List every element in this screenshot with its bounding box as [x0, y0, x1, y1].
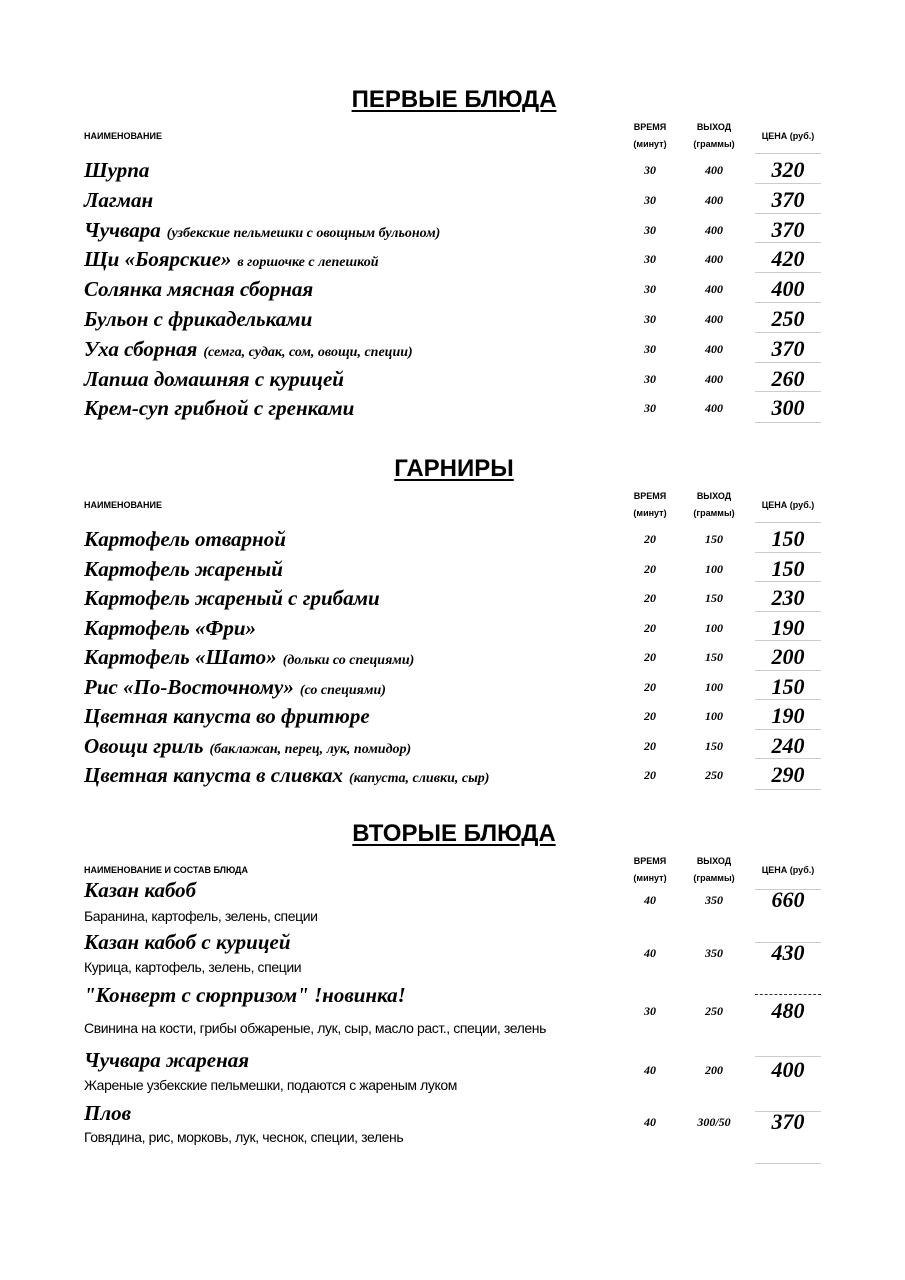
item-time: 20 — [644, 768, 656, 782]
item-price: 660 — [771, 887, 805, 912]
item-name: "Конверт с сюрпризом" !новинка! — [84, 983, 406, 1007]
item-time: 30 — [644, 371, 656, 386]
menu-item — [84, 643, 824, 673]
price-divider — [755, 889, 821, 890]
item-name-text: Картофель жареный с грибами — [84, 586, 380, 610]
item-name-text: Овощи гриль — [84, 733, 204, 758]
item-time: 30 — [644, 252, 656, 267]
header-time-line1: ВРЕМЯ — [633, 122, 667, 132]
item-yield: 400 — [705, 252, 723, 267]
menu-item — [84, 245, 824, 275]
section-title — [84, 86, 824, 114]
menu-item — [84, 761, 824, 791]
menu-item — [84, 216, 824, 246]
item-time: 20 — [644, 532, 656, 546]
price-divider — [755, 994, 821, 995]
menu-item — [84, 614, 824, 644]
item-time: 30 — [644, 192, 656, 207]
item-price: 250 — [771, 306, 805, 331]
item-note: (узбекские пельмешки с овощным бульоном) — [166, 225, 441, 241]
header-time — [630, 853, 670, 887]
menu-item — [84, 555, 824, 585]
header-yield-line2: (граммы) — [693, 508, 735, 518]
item-note: (семга, судак, сом, овощи, специи) — [203, 344, 413, 360]
item-yield: 400 — [705, 371, 723, 386]
price-divider — [755, 1111, 821, 1112]
item-name — [84, 186, 153, 214]
item-price: 430 — [771, 940, 805, 965]
item-time: 20 — [644, 650, 656, 664]
item-time: 30 — [644, 341, 656, 356]
item-name — [84, 305, 312, 333]
header-time-line2: (минут) — [633, 508, 667, 518]
item-time: 20 — [644, 620, 656, 635]
item-time: 40 — [644, 946, 656, 960]
item-price: 150 — [771, 673, 805, 699]
item-time: 40 — [644, 1115, 656, 1129]
item-time: 30 — [644, 401, 656, 416]
price-divider — [755, 362, 821, 363]
price-divider — [755, 640, 821, 641]
price-divider — [755, 332, 821, 333]
item-description: Жареные узбекские пельмешки, подаются с жареным луком — [84, 1077, 457, 1093]
item-time: 20 — [644, 738, 656, 753]
item-name-text: Уха сборная — [84, 336, 198, 361]
price-divider — [755, 153, 821, 154]
item-name-text: Солянка мясная сборная — [84, 277, 314, 302]
menu-item — [84, 335, 824, 365]
item-name-text: Крем-суп грибной с гренками — [84, 396, 355, 421]
item-yield: 400 — [705, 282, 723, 297]
header-time-line1: ВРЕМЯ — [633, 856, 667, 866]
menu-item — [84, 702, 824, 732]
item-time: 30 — [644, 163, 656, 177]
item-name — [84, 702, 370, 730]
item-yield: 400 — [705, 192, 723, 207]
item-yield: 100 — [705, 620, 723, 635]
price-divider — [755, 1056, 821, 1057]
section-title-text: ВТОРЫЕ БЛЮДА — [352, 820, 556, 847]
price-divider — [755, 699, 821, 700]
price-divider — [755, 611, 821, 612]
item-price: 370 — [771, 216, 805, 242]
item-yield: 400 — [705, 163, 723, 177]
item-price: 230 — [771, 585, 805, 610]
header-price: ЦЕНА (руб.) — [761, 131, 815, 141]
header-time — [630, 119, 670, 153]
item-yield: 400 — [705, 341, 723, 356]
price-divider — [755, 213, 821, 214]
item-name-text: Шурпа — [84, 158, 150, 182]
item-yield: 400 — [705, 222, 723, 237]
item-price: 320 — [771, 157, 805, 182]
item-description: Курица, картофель, зелень, специи — [84, 959, 302, 975]
item-time: 30 — [644, 1004, 656, 1018]
menu-item — [84, 156, 824, 186]
header-yield — [684, 119, 744, 153]
item-price: 150 — [771, 555, 805, 581]
menu-item — [84, 365, 824, 395]
item-name — [84, 525, 286, 553]
item-name-text: Картофель жареный — [84, 556, 283, 581]
section-title — [84, 455, 824, 483]
item-name-text: Лагман — [84, 187, 154, 212]
item-price: 420 — [771, 246, 805, 272]
header-name: НАИМЕНОВАНИЕ — [84, 500, 162, 510]
item-price: 150 — [771, 526, 805, 551]
item-time: 20 — [644, 591, 656, 605]
price-divider — [755, 729, 821, 730]
header-time — [630, 488, 670, 522]
price-divider — [755, 422, 821, 423]
item-name: Чучвара жареная — [84, 1048, 250, 1072]
item-yield: 200 — [705, 1063, 723, 1077]
item-time: 20 — [644, 561, 656, 576]
item-price: 400 — [771, 276, 805, 302]
menu-section — [84, 820, 824, 1180]
item-price: 190 — [771, 703, 805, 728]
item-yield: 100 — [705, 561, 723, 576]
header-yield-line1: ВЫХОД — [696, 856, 732, 866]
item-price: 260 — [771, 365, 805, 391]
header-time-line2: (минут) — [633, 139, 667, 149]
item-time: 30 — [644, 282, 656, 297]
header-yield-line1: ВЫХОД — [696, 491, 732, 501]
item-name: Казан кабоб — [84, 878, 197, 902]
item-name — [84, 614, 256, 642]
item-name: Казан кабоб с курицей — [84, 930, 291, 954]
item-name — [84, 555, 283, 583]
item-name-text: Картофель «Фри» — [84, 615, 257, 640]
section-title — [84, 820, 824, 848]
price-divider — [755, 1163, 821, 1164]
item-name-text: Рис «По-Восточному» — [84, 674, 294, 699]
item-price: 400 — [771, 1057, 805, 1082]
price-divider — [755, 670, 821, 671]
item-price: 300 — [771, 395, 805, 421]
item-price: 190 — [771, 614, 805, 640]
header-name: НАИМЕНОВАНИЕ И СОСТАВ БЛЮДА — [84, 865, 248, 875]
item-time: 30 — [644, 222, 656, 237]
header-price: ЦЕНА (руб.) — [761, 500, 815, 510]
item-name-text: Цветная капуста во фритюре — [84, 704, 370, 728]
item-price: 240 — [771, 732, 805, 758]
item-note: (со специями) — [299, 682, 386, 698]
item-name-text: Чучвара — [84, 217, 161, 242]
price-divider — [755, 552, 821, 553]
item-description: Баранина, картофель, зелень, специи — [84, 908, 318, 924]
item-price: 370 — [771, 1109, 805, 1134]
item-note: (дольки со специями) — [282, 653, 415, 668]
item-time: 40 — [644, 1063, 656, 1077]
item-price: 290 — [771, 762, 805, 787]
item-name — [84, 335, 413, 367]
price-divider — [755, 942, 821, 943]
item-name-text: Лапша домашняя с курицей — [84, 366, 344, 391]
item-name — [84, 643, 414, 675]
item-name: Плов — [84, 1101, 131, 1125]
price-divider — [755, 758, 821, 759]
item-name — [84, 394, 354, 422]
menu-item — [84, 584, 824, 614]
menu-item — [84, 186, 824, 216]
header-price: ЦЕНА (руб.) — [761, 865, 815, 875]
menu-item — [84, 525, 824, 555]
menu-section — [84, 455, 824, 815]
price-divider — [755, 789, 821, 790]
price-divider — [755, 272, 821, 273]
item-name — [84, 156, 149, 184]
item-description: Говядина, рис, морковь, лук, чеснок, специи, зелень — [84, 1129, 404, 1145]
item-name — [84, 216, 440, 248]
item-price: 200 — [771, 644, 805, 669]
header-time-line2: (минут) — [633, 873, 667, 883]
section-title-text: ГАРНИРЫ — [394, 455, 514, 482]
item-name — [84, 673, 386, 705]
menu-item — [84, 394, 824, 424]
item-name — [84, 365, 344, 393]
item-yield: 400 — [705, 312, 723, 326]
item-yield: 150 — [705, 650, 723, 664]
price-divider — [755, 242, 821, 243]
item-yield: 400 — [705, 401, 723, 416]
item-name — [84, 584, 380, 612]
item-price: 370 — [771, 186, 805, 212]
header-time-line1: ВРЕМЯ — [633, 491, 667, 501]
item-name — [84, 732, 411, 764]
header-yield — [684, 853, 744, 887]
price-divider — [755, 302, 821, 303]
item-time: 30 — [644, 312, 656, 326]
item-yield: 150 — [705, 738, 723, 753]
item-yield: 350 — [705, 946, 723, 960]
menu-section — [84, 86, 824, 446]
item-name — [84, 761, 489, 793]
menu-item — [84, 305, 824, 335]
item-note: (капуста, сливки, сыр) — [349, 771, 490, 786]
item-yield: 150 — [705, 591, 723, 605]
item-yield: 300/50 — [697, 1115, 731, 1129]
item-yield: 250 — [705, 768, 723, 782]
item-price: 480 — [771, 998, 805, 1023]
price-divider — [755, 391, 821, 392]
item-time: 20 — [644, 679, 656, 694]
header-yield-line2: (граммы) — [693, 139, 735, 149]
item-yield: 350 — [705, 893, 723, 907]
item-description: Свинина на кости, грибы обжареные, лук, сыр, масло раст., специи, зелень — [84, 1020, 547, 1036]
item-name-text: Картофель «Шато» — [84, 645, 277, 669]
item-time: 40 — [644, 893, 656, 907]
price-divider — [755, 581, 821, 582]
header-name: НАИМЕНОВАНИЕ — [84, 131, 162, 141]
menu-item — [84, 275, 824, 305]
section-title-text: ПЕРВЫЕ БЛЮДА — [351, 86, 557, 113]
item-yield: 250 — [705, 1004, 723, 1018]
item-time: 20 — [644, 709, 656, 723]
item-yield: 100 — [705, 709, 723, 723]
item-price: 370 — [771, 335, 805, 361]
menu-item — [84, 732, 824, 762]
price-divider — [755, 522, 821, 523]
item-name-text: Бульон с фрикадельками — [84, 307, 313, 331]
item-yield: 100 — [705, 679, 723, 694]
item-name-text: Картофель отварной — [84, 527, 286, 551]
menu-item — [84, 673, 824, 703]
header-yield — [684, 488, 744, 522]
item-note: в горшочке с лепешкой — [237, 255, 379, 271]
item-name-text: Цветная капуста в сливках — [84, 763, 344, 787]
header-yield-line2: (граммы) — [693, 873, 735, 883]
item-yield: 150 — [705, 532, 723, 546]
item-note: (баклажан, перец, лук, помидор) — [209, 741, 412, 757]
header-yield-line1: ВЫХОД — [696, 122, 732, 132]
item-name — [84, 275, 313, 303]
item-name — [84, 245, 379, 277]
item-name-text: Щи «Боярские» — [84, 247, 232, 272]
price-divider — [755, 183, 821, 184]
